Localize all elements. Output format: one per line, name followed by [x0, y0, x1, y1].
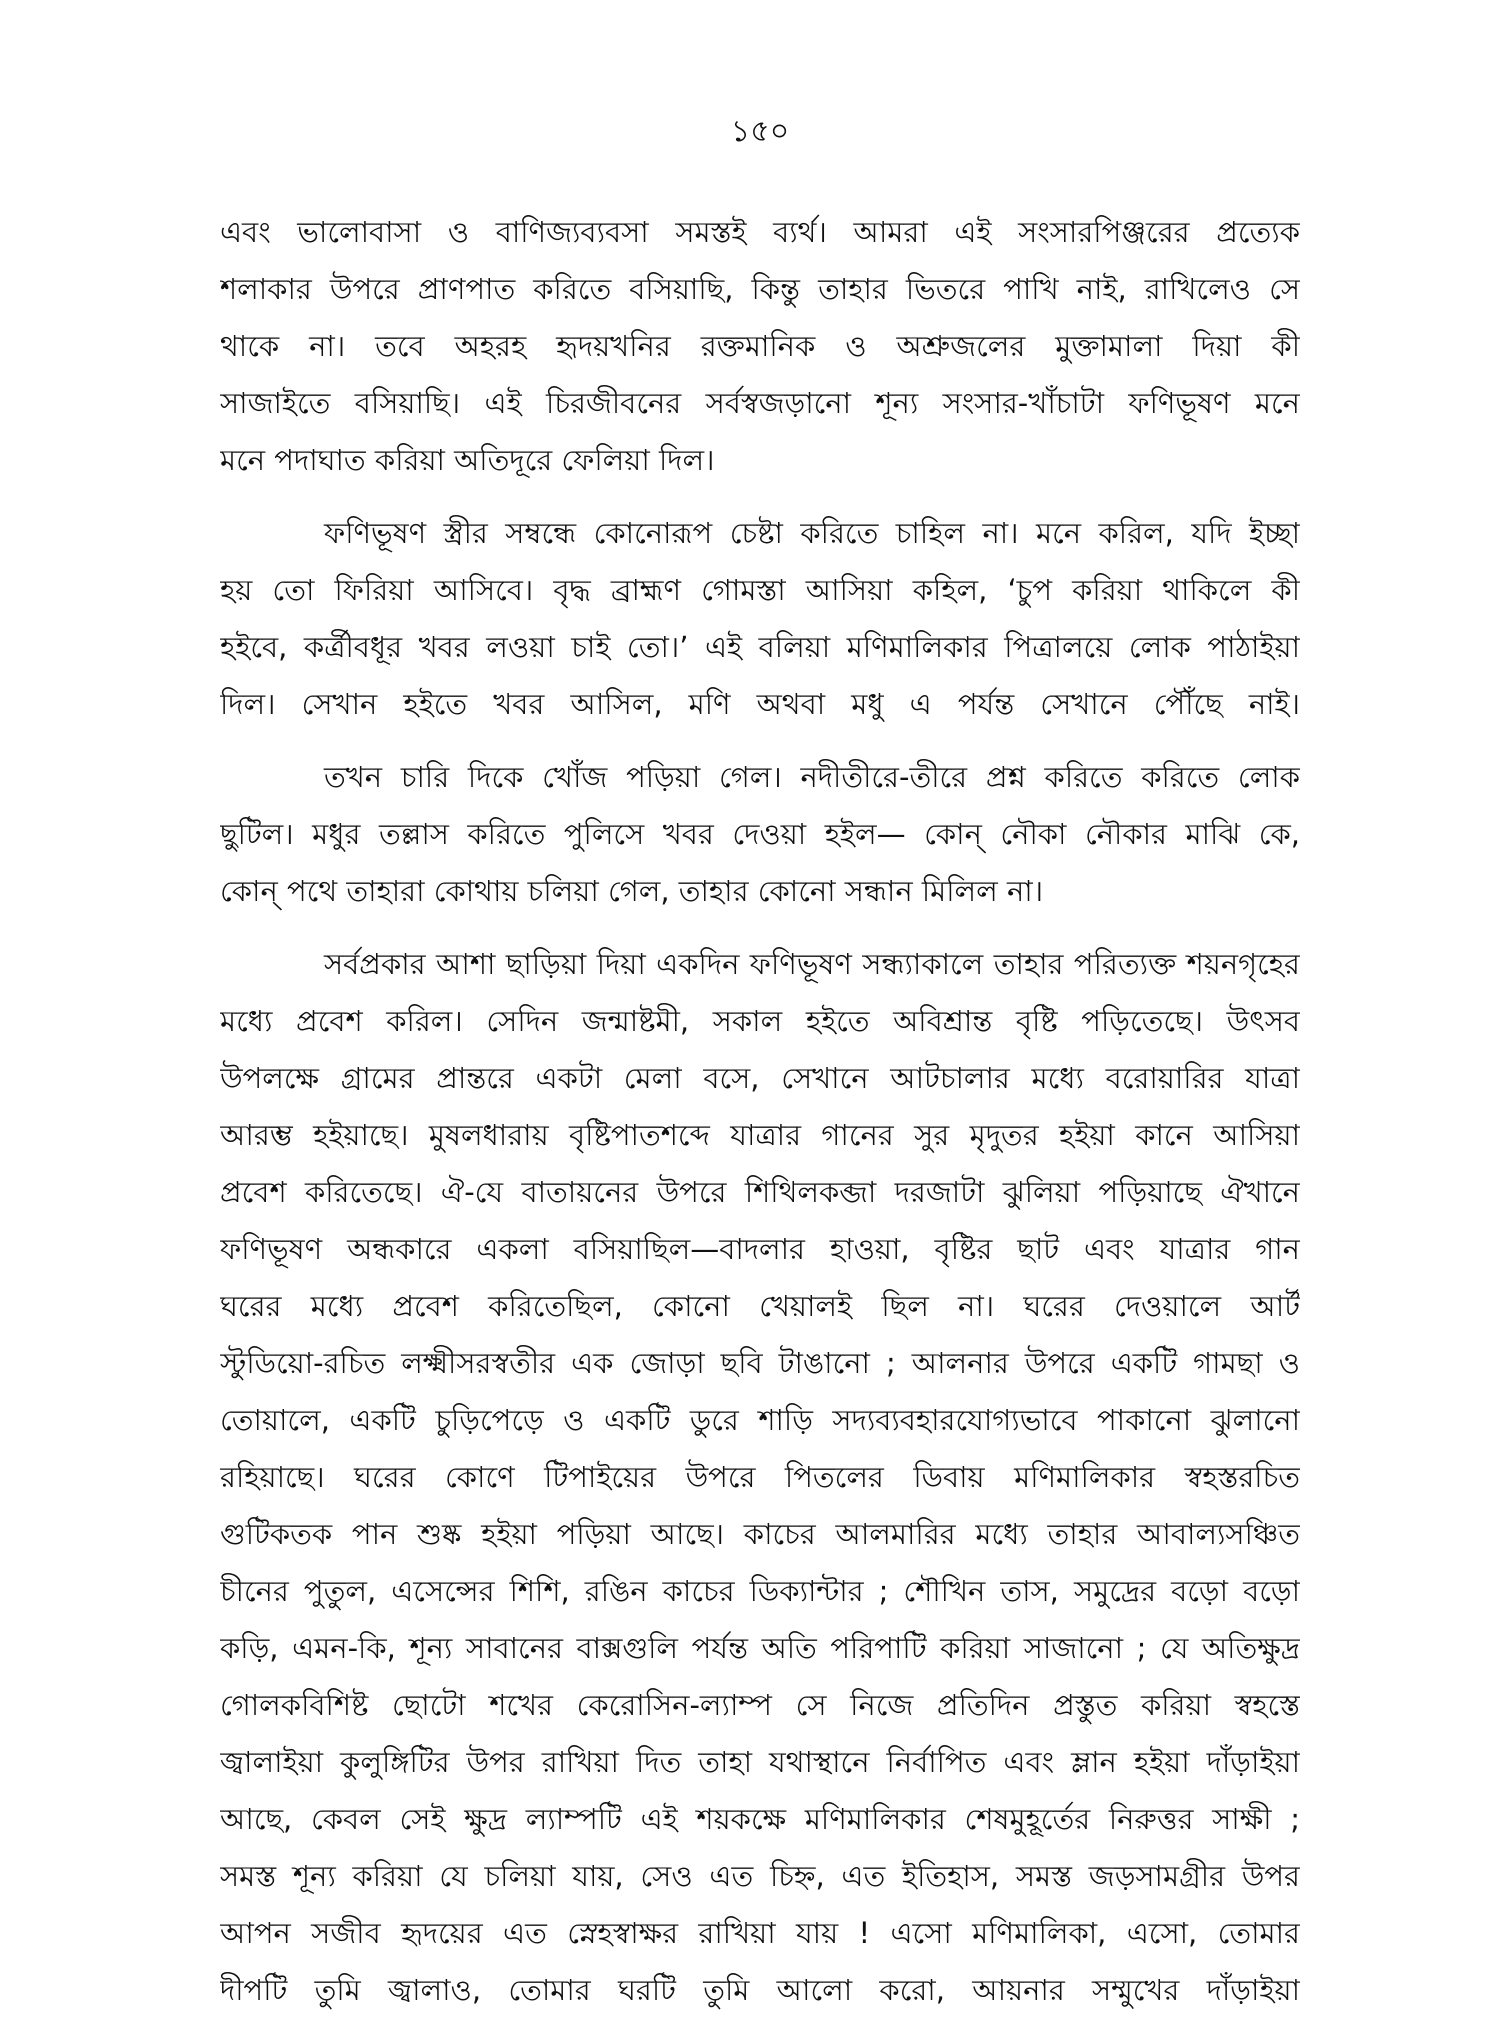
- text-line: হইবে, কর্ত্রীবধূর খবর লওয়া চাই তো।’ এই বলিয়া মণিমালিকার পিত্রালয়ে লোক পাঠাইয়া: [220, 630, 1300, 664]
- text-line: শলাকার উপরে প্রাণপাত করিতে বসিয়াছি, কিন্তু তাহার ভিতরে পাখি নাই, রাখিলেও সে: [220, 272, 1300, 306]
- text-line: আরম্ভ হইয়াছে। মুষলধারায় বৃষ্টিপাতশব্দে যাত্রার গানের সুর মৃদুতর হইয়া কানে আসিয়া: [220, 1118, 1300, 1152]
- text-line: সাজাইতে বসিয়াছি। এই চিরজীবনের সর্বস্বজড়ানো শূন্য সংসার-খাঁচাটা ফণিভূষণ মনে: [220, 386, 1300, 420]
- paragraph-4: [220, 936, 1300, 2019]
- paragraph-3: [220, 749, 1300, 920]
- text-line: কড়ি, এমন-কি, শূন্য সাবানের বাক্সগুলি পর্যন্ত অতি পরিপাটি করিয়া সাজানো ; যে অতিক্ষুদ্র: [220, 1631, 1300, 1665]
- text-line: সমস্ত শূন্য করিয়া যে চলিয়া যায়, সেও এত চিহ্ন, এত ইতিহাস, সমস্ত জড়সামগ্রীর উপর: [220, 1859, 1300, 1893]
- text-line: মনে পদাঘাত করিয়া অতিদূরে ফেলিয়া দিল।: [220, 443, 715, 477]
- text-line: স্টুডিয়ো-রচিত লক্ষ্মীসরস্বতীর এক জোড়া ছবি টাঙানো ; আলনার উপরে একটি গামছা ও: [220, 1346, 1300, 1380]
- text-line: মধ্যে প্রবেশ করিল। সেদিন জন্মাষ্টমী, সকাল হইতে অবিশ্রান্ত বৃষ্টি পড়িতেছে। উৎসব: [220, 1004, 1300, 1038]
- text-line: সর্বপ্রকার আশা ছাড়িয়া দিয়া একদিন ফণিভূষণ সন্ধ্যাকালে তাহার পরিত্যক্ত শয়নগৃহের: [324, 947, 1300, 981]
- text-line: আপন সজীব হৃদয়ের এত স্নেহস্বাক্ষর রাখিয়া যায় ! এসো মণিমালিকা, এসো, তোমার: [220, 1916, 1300, 1950]
- text-line: ফণিভূষণ স্ত্রীর সম্বন্ধে কোনোরূপ চেষ্টা করিতে চাহিল না। মনে করিল, যদি ইচ্ছা: [324, 516, 1300, 550]
- text-line: হয় তো ফিরিয়া আসিবে। বৃদ্ধ ব্রাহ্মণ গোমস্তা আসিয়া কহিল, ‘চুপ করিয়া থাকিলে কী: [220, 573, 1300, 607]
- text-line: প্রবেশ করিতেছে। ঐ-যে বাতায়নের উপরে শিথিলকব্জা দরজাটা ঝুলিয়া পড়িয়াছে ঐখানে: [220, 1175, 1300, 1209]
- page-number: ১৫০: [730, 114, 790, 149]
- paragraph-1: [220, 204, 1300, 489]
- text-line: গুটিকতক পান শুষ্ক হইয়া পড়িয়া আছে। কাচের আলমারির মধ্যে তাহার আবাল্যসঞ্চিত: [220, 1517, 1300, 1551]
- text-line: গোলকবিশিষ্ট ছোটো শখের কেরোসিন-ল্যাম্প সে নিজে প্রতিদিন প্রস্তুত করিয়া স্বহস্তে: [220, 1688, 1300, 1722]
- text-line: কোন্ পথে তাহারা কোথায় চলিয়া গেল, তাহার কোনো সন্ধান মিলিল না।: [220, 874, 1044, 908]
- text-line: উপলক্ষে গ্রামের প্রান্তরে একটা মেলা বসে, সেখানে আটচালার মধ্যে বরোয়ারির যাত্রা: [220, 1061, 1300, 1095]
- text-line: ফণিভূষণ অন্ধকারে একলা বসিয়াছিল—বাদলার হাওয়া, বৃষ্টির ছাট এবং যাত্রার গান: [220, 1232, 1300, 1266]
- text-line: এবং ভালোবাসা ও বাণিজ্যব্যবসা সমস্তই ব্যর্থ। আমরা এই সংসারপিঞ্জরের প্রত্যেক: [220, 215, 1300, 249]
- paragraph-2: [220, 505, 1300, 733]
- text-line: তোয়ালে, একটি চুড়িপেড়ে ও একটি ডুরে শাড়ি সদ্যব্যবহারযোগ্যভাবে পাকানো ঝুলানো: [220, 1403, 1300, 1437]
- text-line: ছুটিল। মধুর তল্লাস করিতে পুলিসে খবর দেওয়া হইল— কোন্ নৌকা নৌকার মাঝি কে,: [220, 817, 1300, 851]
- text-line: ঘরের মধ্যে প্রবেশ করিতেছিল, কোনো খেয়ালই ছিল না। ঘরের দেওয়ালে আর্ট: [220, 1289, 1300, 1323]
- text-line: চীনের পুতুল, এসেন্সের শিশি, রঙিন কাচের ডিক্যান্টার ; শৌখিন তাস, সমুদ্রের বড়ো বড়ো: [220, 1574, 1300, 1608]
- text-line: রহিয়াছে। ঘরের কোণে টিপাইয়ের উপরে পিতলের ডিবায় মণিমালিকার স্বহস্তরচিত: [220, 1460, 1300, 1494]
- text-line: দিল। সেখান হইতে খবর আসিল, মণি অথবা মধু এ পর্যন্ত সেখানে পৌঁছে নাই।: [220, 687, 1300, 721]
- text-line: দীপটি তুমি জ্বালাও, তোমার ঘরটি তুমি আলো করো, আয়নার সম্মুখের দাঁড়াইয়া: [220, 1973, 1300, 2007]
- text-line: তখন চারি দিকে খোঁজ পড়িয়া গেল। নদীতীরে-তীরে প্রশ্ন করিতে করিতে লোক: [324, 760, 1300, 794]
- text-line: জ্বালাইয়া কুলুঙ্গিটির উপর রাখিয়া দিত তাহা যথাস্থানে নির্বাপিত এবং ম্লান হইয়া দাঁড়াইয়া: [220, 1745, 1300, 1779]
- text-line: আছে, কেবল সেই ক্ষুদ্র ল্যাম্পটি এই শয়কক্ষে মণিমালিকার শেষমুহূর্তের নিরুত্তর সাক্ষী ;: [220, 1802, 1300, 1836]
- text-line: থাকে না। তবে অহরহ হৃদয়খনির রক্তমানিক ও অশ্রুজলের মুক্তামালা দিয়া কী: [220, 329, 1300, 363]
